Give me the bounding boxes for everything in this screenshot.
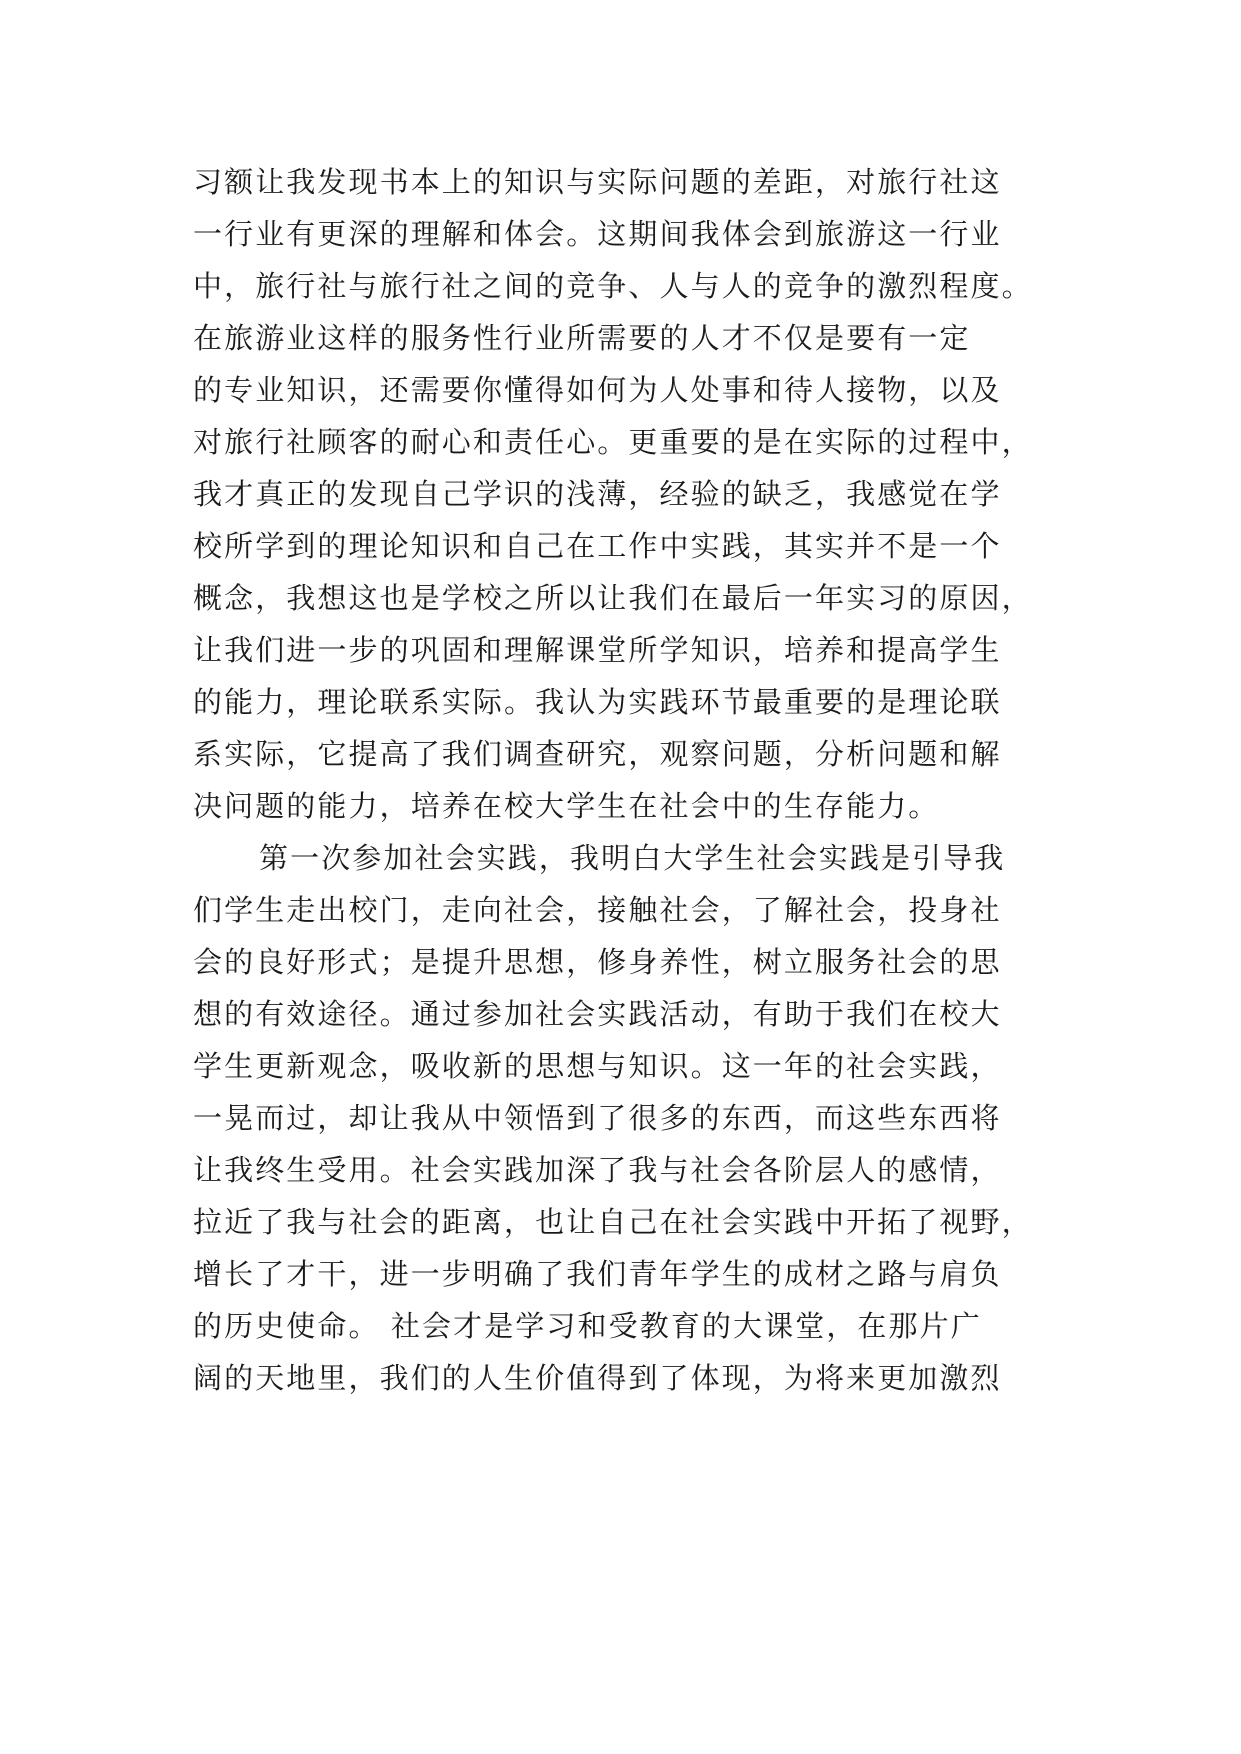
text-line: 我才真正的发现自己学识的浅薄，经验的缺乏，我感觉在学 — [193, 477, 1002, 511]
text-line: 们学生走出校门，走向社会，接触社会，了解社会，投身社 — [193, 893, 1002, 927]
text-line: 一行业有更深的理解和体会。这期间我体会到旅游这一行业 — [193, 217, 1002, 251]
text-line: 的能力，理论联系实际。我认为实践环节最重要的是理论联 — [193, 685, 1002, 719]
text-line: 学生更新观念，吸收新的思想与知识。这一年的社会实践， — [193, 1049, 1002, 1083]
body-text — [193, 156, 1053, 1404]
text-line: 增长了才干，进一步明确了我们青年学生的成材之路与肩负 — [193, 1257, 1002, 1291]
text-line: 让我们进一步的巩固和理解课堂所学知识，培养和提高学生 — [193, 633, 1002, 667]
text-line: 习额让我发现书本上的知识与实际问题的差距，对旅行社这 — [193, 165, 1002, 199]
text-line: 决问题的能力，培养在校大学生在社会中的生存能力。 — [193, 789, 940, 823]
text-line: 让我终生受用。社会实践加深了我与社会各阶层人的感情， — [193, 1153, 1002, 1187]
text-line: 系实际，它提高了我们调查研究，观察问题，分析问题和解 — [193, 737, 1002, 771]
text-line: 的历史使命。 社会才是学习和受教育的大课堂，在那片广 — [193, 1309, 982, 1343]
paragraph-first-line: 第一次参加社会实践，我明白大学生社会实践是引导我 — [259, 841, 1006, 875]
text-line: 中，旅行社与旅行社之间的竞争、人与人的竞争的激烈程度。 — [193, 269, 1033, 303]
text-line: 会的良好形式；是提升思想，修身养性，树立服务社会的思 — [193, 945, 1002, 979]
text-line: 概念，我想这也是学校之所以让我们在最后一年实习的原因， — [193, 581, 1033, 615]
text-line: 阔的天地里，我们的人生价值得到了体现，为将来更加激烈 — [193, 1361, 1002, 1395]
text-line: 想的有效途径。通过参加社会实践活动，有助于我们在校大 — [193, 997, 1002, 1031]
text-line: 对旅行社顾客的耐心和责任心。更重要的是在实际的过程中， — [193, 425, 1033, 459]
text-line: 校所学到的理论知识和自己在工作中实践，其实并不是一个 — [193, 529, 1002, 563]
text-line: 一晃而过，却让我从中领悟到了很多的东西，而这些东西将 — [193, 1101, 1002, 1135]
text-line: 在旅游业这样的服务性行业所需要的人才不仅是要有一定 — [193, 321, 971, 355]
text-line: 的专业知识，还需要你懂得如何为人处事和待人接物，以及 — [193, 373, 1002, 407]
text-line: 拉近了我与社会的距离，也让自己在社会实践中开拓了视野， — [193, 1205, 1033, 1239]
